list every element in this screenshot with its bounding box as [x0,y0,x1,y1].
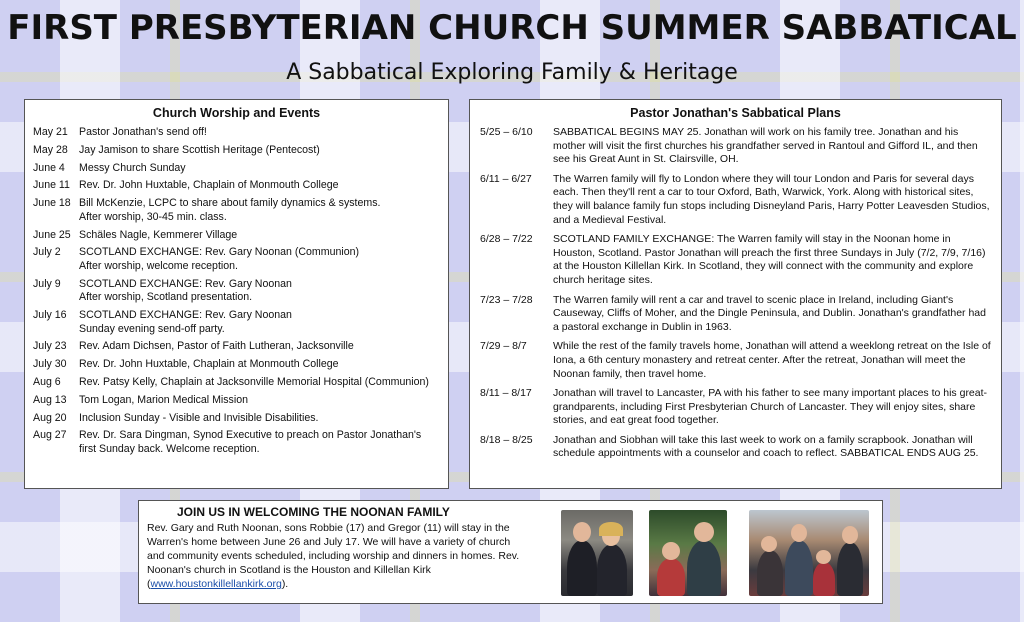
plan-row [480,173,991,227]
events-list [33,126,440,457]
event-text: Pastor Jonathan's send off! [79,126,207,138]
event-description [79,358,440,372]
event-text: Rev. Adam Dichsen, Pastor of Faith Lutheran, Jacksonville [79,340,354,353]
event-description [79,394,440,408]
plan-date-range: 8/11 – 8/17 [480,387,532,400]
event-subtext: After worship, Scotland presentation. [79,291,253,304]
event-text: Rev. Dr. John Huxtable, Chaplain at Monmouth College [79,358,339,371]
event-description [79,144,440,158]
event-text: Tom Logan, Marion Medical Mission [79,393,248,406]
event-description [79,340,440,354]
worship-events-title: Church Worship and Events [152,106,321,120]
event-description [79,376,440,390]
event-description [79,278,440,305]
plan-description: While the rest of the family travels home, Jonathan will attend a weeklong retreat on the Isle of Iona, a 6th century monastery and retreat center. After the retreat, Jonathan will meet the Noonan family, then travel home. [553,340,991,380]
event-row [33,229,440,243]
event-date: July 16 [33,309,67,322]
event-date: Aug 13 [33,393,67,406]
event-row [33,376,440,390]
event-description [79,179,440,193]
event-text: Bill McKenzie, LCPC to share about family dynamics & systems. [79,197,381,210]
event-subtext: Sunday evening send-off party. [79,322,225,335]
plan-date-range: 8/18 – 8/25 [480,433,533,446]
event-date: June 18 [33,197,71,210]
event-text: Rev. Dr. Sara Dingman, Synod Executive to preach on Pastor Jonathan's first Sunday back. Welcome reception. [79,429,422,455]
event-date: July 23 [33,340,67,353]
plan-description: The Warren family will fly to London where they will tour London and Paris for several days each. Then they'll rent a car to tour Oxford, Bath, Warwick, York. Along with historical sites, they will balance family fun stops including Disneyland Paris, Harry Potter Leavesden Studios, and a Medieval Festival. [553,172,990,226]
event-description [79,412,440,426]
plan-row [480,126,991,167]
plan-description: The Warren family will rent a car and travel to scenic place in Ireland, including Giant's Causeway, Cliffs of Moher, and the Dingle Peninsula, and Dublin. Jonathan's grandfather had a pastoral exchange in Dublin in 1963. [553,293,986,333]
page-title: FIRST PRESBYTERIAN CHURCH SUMMER SABBATICAL [7,8,1017,48]
plan-description: SABBATICAL BEGINS MAY 25. Jonathan will work on his family tree. Jonathan and his mother will visit the first churches his grandfather served in Rantoul and Gifford IL, and then see his Great Aunt in St. Clairsville, OH. [553,126,978,166]
plan-date-range: 7/29 – 8/7 [480,340,527,353]
event-row [33,126,440,140]
event-date: July 9 [33,277,61,290]
event-date: Aug 6 [33,375,61,388]
event-date: June 25 [33,228,71,241]
plan-row [480,434,991,461]
event-row [33,412,440,426]
plan-date-range: 7/23 – 7/28 [480,293,533,306]
photo-noonan-sons [649,510,727,596]
plan-date-range: 6/28 – 7/22 [480,233,533,246]
sabbatical-plans-title: Pastor Jonathan's Sabbatical Plans [630,106,841,120]
event-text: Rev. Dr. John Huxtable, Chaplain of Monmouth College [79,179,339,192]
event-description [79,162,440,176]
welcome-text [147,521,527,591]
event-date: July 2 [33,246,61,259]
event-text: Schäles Nagle, Kemmerer Village [79,228,238,241]
event-row [33,278,440,305]
event-description [79,246,440,273]
event-row [33,429,440,456]
sabbatical-plans-panel [469,99,1002,489]
event-text: Inclusion Sunday - Visible and Invisible Disabilities. [79,411,319,424]
event-date: May 21 [33,126,68,138]
event-date: Aug 20 [33,411,67,424]
event-date: May 28 [33,143,68,156]
church-website-link[interactable]: www.houstonkillellankirk.org [150,578,282,590]
event-description [79,429,440,456]
event-text: Messy Church Sunday [79,161,186,174]
photo-noonan-family [749,510,869,596]
event-row [33,179,440,193]
welcome-end: ). [281,578,289,590]
plan-date-range: 5/25 – 6/10 [480,126,533,138]
event-subtext: After worship, welcome reception. [79,259,238,272]
event-text: SCOTLAND EXCHANGE: Rev. Gary Noonan (Communion) [79,246,360,259]
plan-description: SCOTLAND FAMILY EXCHANGE: The Warren family will stay in the Noonan home in Houston, Scotland. Pastor Jonathan will preach the first three Sundays in July (7/2, 7/9, 7/16) at the Houston Killellan Kirk. In Scotland, they will connect with the community and explore church heritage sites. [553,233,986,286]
event-row [33,246,440,273]
event-description [79,309,440,336]
event-date: June 11 [33,179,70,192]
plan-row [480,233,991,287]
welcome-panel [138,500,883,604]
event-date: Aug 27 [33,429,67,442]
event-date: June 4 [33,161,65,174]
worship-events-panel [24,99,449,489]
welcome-body: Rev. Gary and Ruth Noonan, sons Robbie (17) and Gregor (11) will stay in the Warren's home between June 26 and July 17. We will have a variety of church and community events scheduled, including worship and dinners in homes. Rev. Noonan's church in Scotland is the Houston and Killellan Kirk ( [147,522,520,590]
event-text: Jay Jamison to share Scottish Heritage (Pentecost) [79,143,320,156]
event-date: July 30 [33,358,67,371]
event-description [79,197,440,224]
event-text: Rev. Patsy Kelly, Chaplain at Jacksonville Memorial Hospital (Communion) [79,375,429,388]
event-description [79,229,440,243]
event-row [33,340,440,354]
event-row [33,394,440,408]
event-row [33,144,440,158]
event-row [33,358,440,372]
plan-row [480,294,991,335]
event-row [33,309,440,336]
plan-description: Jonathan and Siobhan will take this last week to work on a family scrapbook. Jonathan will schedule appointments with a counselor and coach to reflect. SABBATICAL ENDS AUG 25. [553,433,979,460]
event-text: SCOTLAND EXCHANGE: Rev. Gary Noonan [79,277,292,290]
plan-date-range: 6/11 – 6/27 [480,172,532,185]
plan-description: Jonathan will travel to Lancaster, PA with his father to see many important places to his great-grandparents, including First Presbyterian Church of Lancaster. They will enjoy sites, share stories, and eat great food together. [553,387,988,427]
event-text: SCOTLAND EXCHANGE: Rev. Gary Noonan [79,309,292,322]
photo-noonan-couple [561,510,633,596]
event-row [33,162,440,176]
event-subtext: After worship, 30-45 min. class. [79,210,227,223]
event-description [79,126,440,140]
plan-row [480,387,991,428]
page-subtitle: A Sabbatical Exploring Family & Heritage [286,60,738,85]
welcome-title: JOIN US IN WELCOMING THE NOONAN FAMILY [177,505,450,519]
plans-list [480,126,991,461]
plan-row [480,340,991,381]
event-row [33,197,440,224]
